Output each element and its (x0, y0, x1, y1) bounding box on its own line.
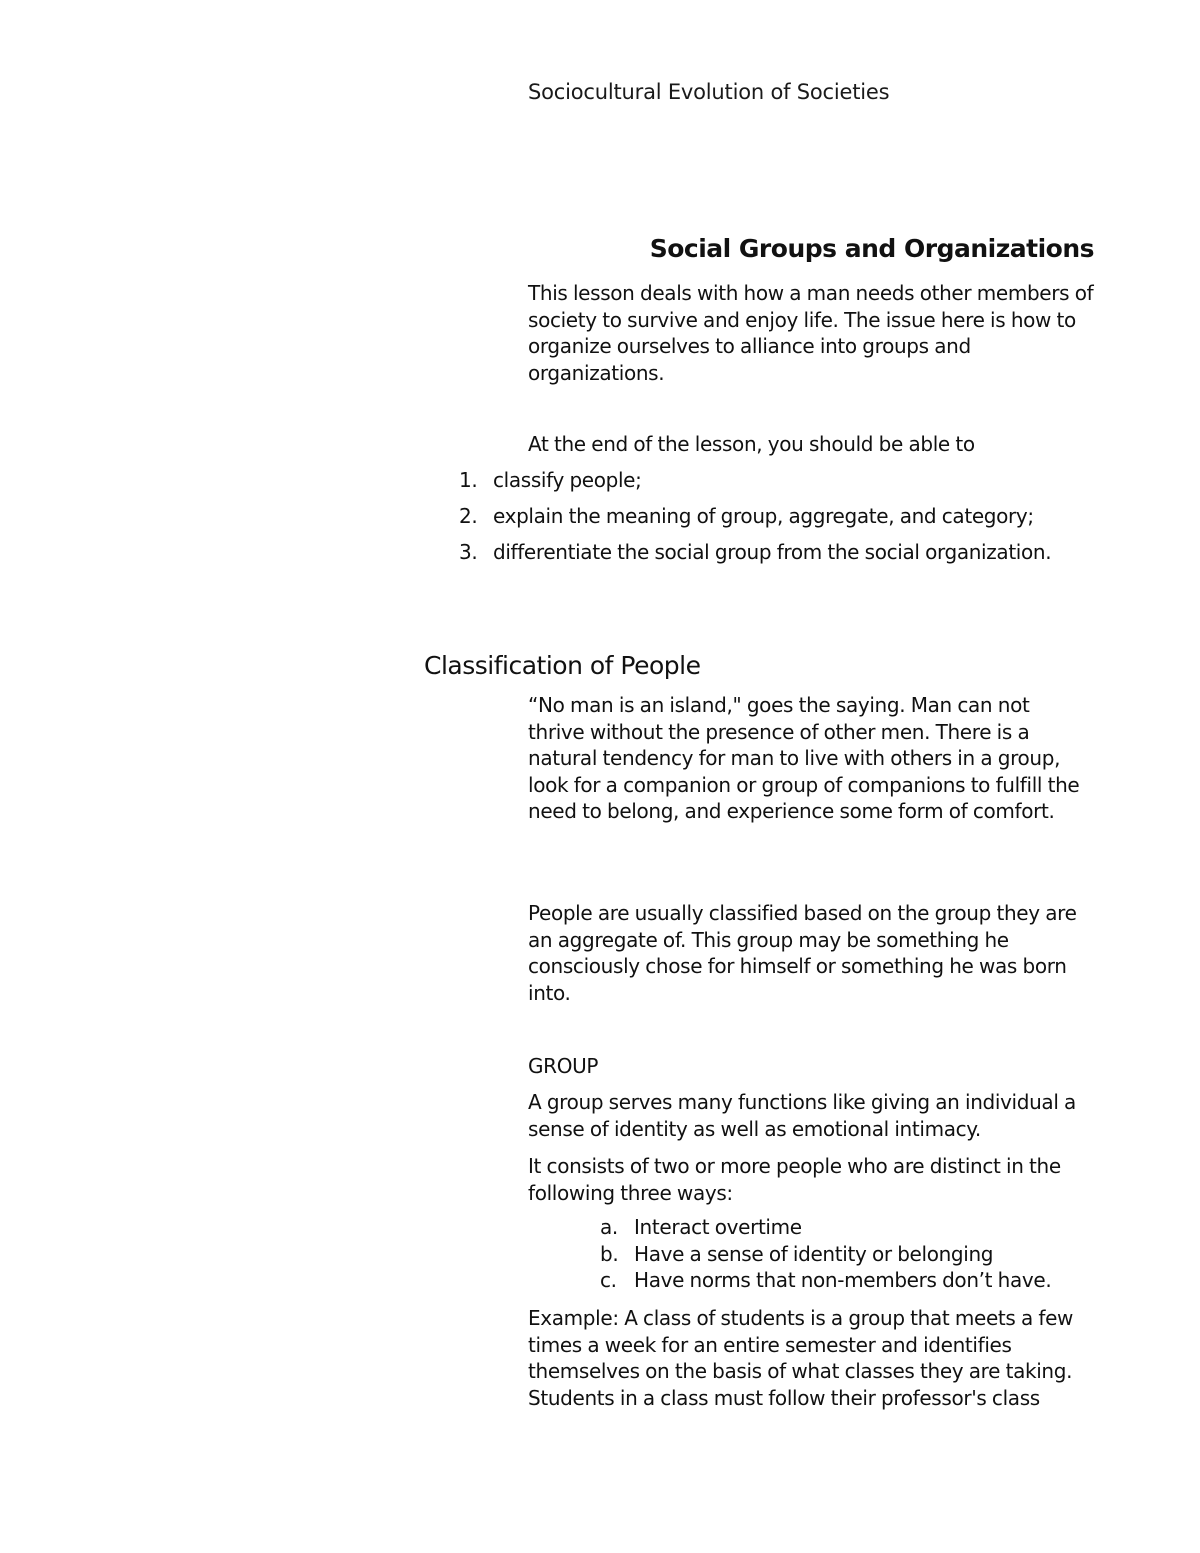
lesson-intro: This lesson deals with how a man needs other members of society to survive and enjoy life. The issue here is how to organize ourselves to alliance into groups and organizations. (528, 281, 1094, 385)
group-ways-list (600, 1214, 1120, 1294)
objective-text: differentiate the social group from the social organization. (493, 540, 1052, 564)
objective-number: 3. (459, 540, 478, 564)
group-way-text: Interact overtime (634, 1215, 802, 1239)
group-way-text: Have norms that non-members don’t have. (634, 1268, 1052, 1292)
group-way-letter: c. (600, 1268, 617, 1292)
paragraph-group-consists: It consists of two or more people who are distinct in the following three ways: (528, 1154, 1061, 1205)
running-header: Sociocultural Evolution of Societies (528, 80, 890, 104)
group-way-letter: a. (600, 1215, 618, 1239)
group-way-item (600, 1214, 1120, 1241)
lesson-title: Social Groups and Organizations (649, 234, 1094, 263)
subheading-group: GROUP (528, 1054, 599, 1078)
group-way-item (600, 1241, 1120, 1268)
paragraph-group-functions: A group serves many functions like giving an individual a sense of identity as well as emotional intimacy. (528, 1090, 1076, 1141)
objective-text: classify people; (493, 468, 642, 492)
group-way-text: Have a sense of identity or belonging (634, 1241, 994, 1266)
objectives-list (455, 467, 1155, 575)
paragraph-island-quote: “No man is an island," goes the saying. Man can not thrive without the presence of other men. There is a natural tendency for man to live with others in a group, look for a companion or group of companions to fulfill the need to belong, and experience some form of comfort. (528, 693, 1080, 823)
objective-text: explain the meaning of group, aggregate, and category; (493, 504, 1034, 528)
paragraph-people-classified: People are usually classified based on the group they are an aggregate of. This group may be something he consciously chose for himself or something he was born into. (528, 901, 1077, 1005)
group-way-letter: b. (600, 1241, 619, 1266)
paragraph-example: Example: A class of students is a group that meets a few times a week for an entire semester and identifies themselves on the basis of what classes they are taking. Students in a class must follow their professor's class (528, 1306, 1074, 1410)
objective-item (455, 539, 1155, 566)
objective-item (455, 467, 1155, 494)
objective-number: 2. (459, 504, 478, 528)
group-way-item (600, 1267, 1120, 1294)
objectives-lead: At the end of the lesson, you should be able to (528, 432, 975, 456)
objective-item (455, 503, 1155, 530)
objective-number: 1. (459, 468, 478, 492)
section-heading-classification: Classification of People (424, 651, 701, 680)
